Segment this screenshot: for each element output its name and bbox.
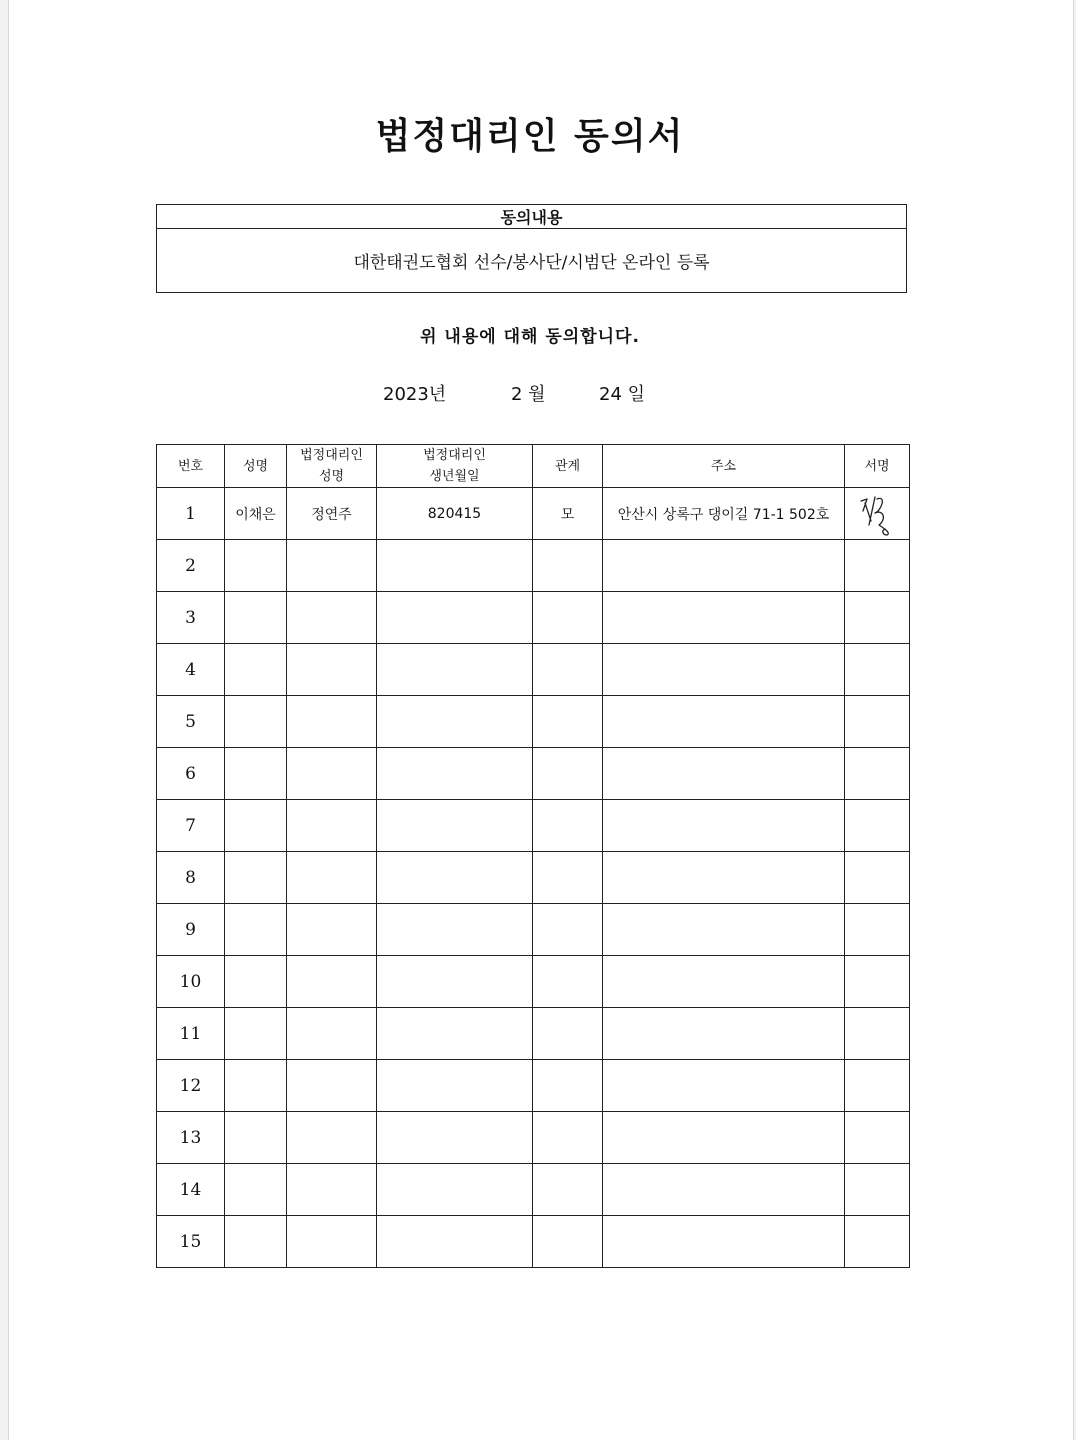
row-name (225, 748, 287, 800)
table-row (157, 1060, 910, 1112)
row-guardian-birth (377, 540, 533, 592)
row-address (603, 904, 845, 956)
row-guardian-name (287, 644, 377, 696)
header-guardian-birth-line2: 생년월일 (429, 469, 480, 484)
row-signature (845, 696, 910, 748)
row-address (603, 1060, 845, 1112)
row-signature (845, 904, 910, 956)
row-number: 13 (157, 1112, 225, 1164)
row-address (603, 956, 845, 1008)
row-guardian-name (287, 904, 377, 956)
row-guardian-name: 정연주 (287, 488, 377, 540)
row-address (603, 592, 845, 644)
row-address (603, 800, 845, 852)
row-relation (533, 696, 603, 748)
row-guardian-birth (377, 1164, 533, 1216)
row-relation (533, 800, 603, 852)
guardian-table (156, 444, 910, 1268)
row-name (225, 1112, 287, 1164)
row-guardian-name (287, 1060, 377, 1112)
row-guardian-birth (377, 748, 533, 800)
row-name (225, 956, 287, 1008)
row-guardian-birth (377, 1008, 533, 1060)
table-row (157, 852, 910, 904)
header-guardian-birth (377, 445, 533, 488)
row-guardian-birth (377, 1060, 533, 1112)
row-name (225, 592, 287, 644)
row-guardian-name (287, 1216, 377, 1268)
row-relation (533, 852, 603, 904)
row-signature (845, 644, 910, 696)
date-day: 24 일 (599, 384, 646, 405)
row-name (225, 800, 287, 852)
header-signature: 서명 (845, 445, 910, 488)
row-signature (845, 956, 910, 1008)
row-name (225, 1008, 287, 1060)
row-relation (533, 592, 603, 644)
agreement-statement: 위 내용에 대해 동의합니다. (420, 327, 640, 347)
row-signature (845, 540, 910, 592)
row-name (225, 696, 287, 748)
row-relation (533, 904, 603, 956)
consent-header: 동의내용 (157, 205, 907, 229)
row-guardian-name (287, 540, 377, 592)
table-row (157, 904, 910, 956)
page-title: 법정대리인 동의서 (375, 116, 685, 157)
row-number: 10 (157, 956, 225, 1008)
handwritten-signature (857, 491, 897, 537)
table-row (157, 1008, 910, 1060)
row-number: 6 (157, 748, 225, 800)
row-address: 안산시 상록구 댕이길 71-1 502호 (603, 488, 845, 540)
row-name (225, 904, 287, 956)
row-signature (845, 1164, 910, 1216)
row-signature (845, 1060, 910, 1112)
row-name (225, 1060, 287, 1112)
row-name (225, 852, 287, 904)
row-address (603, 540, 845, 592)
row-relation (533, 540, 603, 592)
row-relation (533, 1216, 603, 1268)
row-relation (533, 1008, 603, 1060)
table-row (157, 748, 910, 800)
header-guardian-birth-line1: 법정대리인 (423, 448, 486, 463)
row-relation (533, 1112, 603, 1164)
row-guardian-birth (377, 904, 533, 956)
row-signature (845, 852, 910, 904)
row-name (225, 540, 287, 592)
header-guardian-name-line2: 성명 (318, 469, 345, 484)
row-address (603, 644, 845, 696)
row-address (603, 852, 845, 904)
header-address: 주소 (603, 445, 845, 488)
row-number: 15 (157, 1216, 225, 1268)
row-signature (845, 748, 910, 800)
table-row (157, 800, 910, 852)
row-signature (845, 800, 910, 852)
row-guardian-name (287, 956, 377, 1008)
row-number: 11 (157, 1008, 225, 1060)
row-address (603, 1112, 845, 1164)
row-guardian-name (287, 1008, 377, 1060)
row-name: 이채은 (225, 488, 287, 540)
table-header-row (157, 445, 910, 488)
row-guardian-birth (377, 956, 533, 1008)
row-guardian-name (287, 1164, 377, 1216)
row-guardian-name (287, 592, 377, 644)
consent-content: 대한태권도협회 선수/봉사단/시범단 온라인 등록 (157, 229, 907, 293)
table-row (157, 1112, 910, 1164)
row-guardian-birth (377, 592, 533, 644)
table-row (157, 956, 910, 1008)
row-guardian-birth (377, 644, 533, 696)
row-guardian-birth (377, 1216, 533, 1268)
date-month: 2 월 (511, 384, 546, 405)
header-name: 성명 (225, 445, 287, 488)
row-guardian-name (287, 1112, 377, 1164)
table-row (157, 1216, 910, 1268)
date-year: 2023년 (383, 384, 447, 405)
row-relation (533, 644, 603, 696)
row-number: 9 (157, 904, 225, 956)
row-number: 8 (157, 852, 225, 904)
row-guardian-name (287, 748, 377, 800)
header-relation: 관계 (533, 445, 603, 488)
row-number: 4 (157, 644, 225, 696)
row-number: 1 (157, 488, 225, 540)
row-address (603, 1216, 845, 1268)
row-relation (533, 1164, 603, 1216)
row-address (603, 1008, 845, 1060)
row-signature (845, 1216, 910, 1268)
table-row (157, 1164, 910, 1216)
header-no: 번호 (157, 445, 225, 488)
row-relation (533, 956, 603, 1008)
row-number: 3 (157, 592, 225, 644)
row-guardian-name (287, 800, 377, 852)
row-guardian-birth (377, 696, 533, 748)
row-signature (845, 1112, 910, 1164)
row-guardian-name (287, 696, 377, 748)
row-guardian-birth (377, 800, 533, 852)
row-name (225, 1216, 287, 1268)
table-row (157, 488, 910, 540)
row-address (603, 1164, 845, 1216)
row-guardian-birth (377, 852, 533, 904)
table-row (157, 696, 910, 748)
table-row (157, 540, 910, 592)
table-row (157, 592, 910, 644)
row-address (603, 748, 845, 800)
row-number: 7 (157, 800, 225, 852)
table-row (157, 644, 910, 696)
row-guardian-birth (377, 1112, 533, 1164)
consent-box (156, 204, 907, 293)
row-relation: 모 (533, 488, 603, 540)
row-address (603, 696, 845, 748)
row-relation (533, 1060, 603, 1112)
row-number: 2 (157, 540, 225, 592)
row-number: 14 (157, 1164, 225, 1216)
row-guardian-birth: 820415 (377, 488, 533, 540)
row-name (225, 644, 287, 696)
row-signature (845, 1008, 910, 1060)
row-signature (845, 488, 910, 540)
row-signature (845, 592, 910, 644)
header-guardian-name (287, 445, 377, 488)
row-guardian-name (287, 852, 377, 904)
row-number: 5 (157, 696, 225, 748)
row-name (225, 1164, 287, 1216)
row-number: 12 (157, 1060, 225, 1112)
row-relation (533, 748, 603, 800)
header-guardian-name-line1: 법정대리인 (300, 448, 363, 463)
